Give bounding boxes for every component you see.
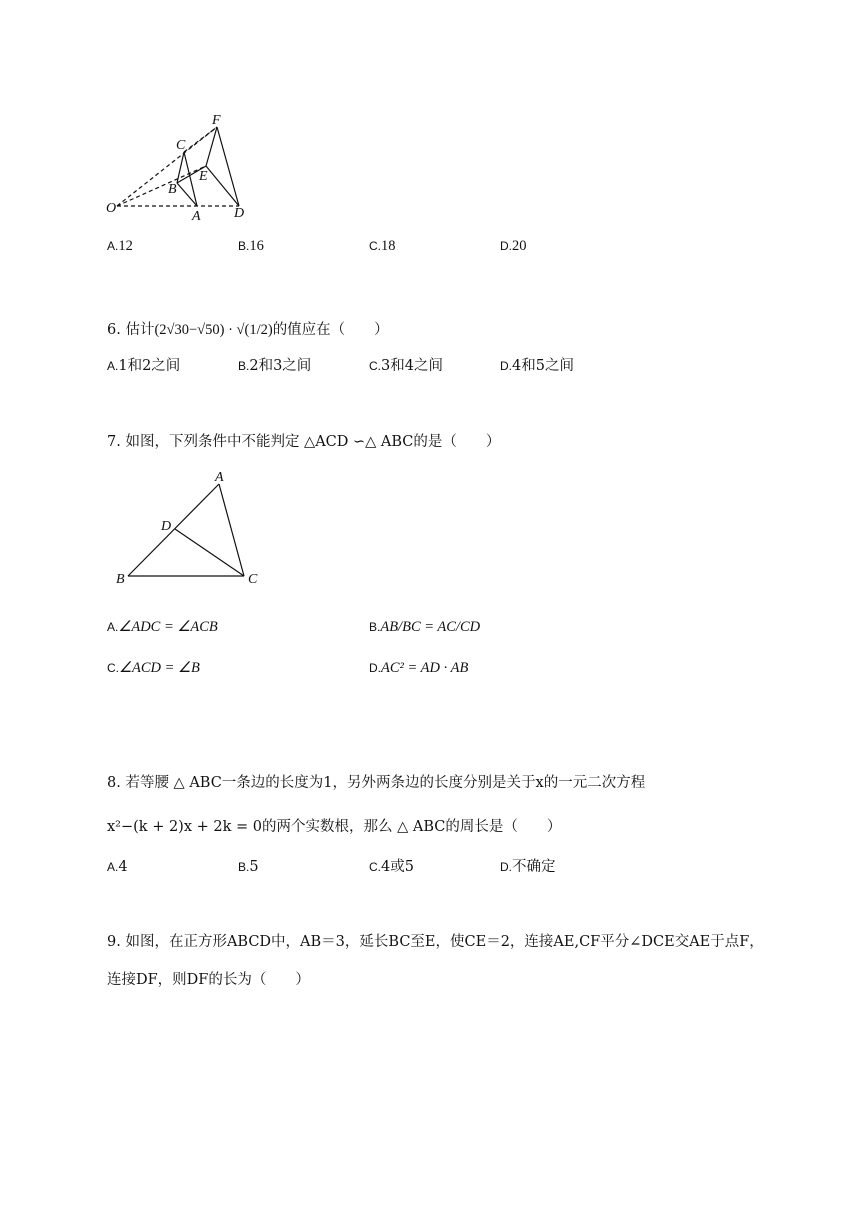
label-D: D	[234, 206, 245, 221]
q7-option-a[interactable]: A.∠ADC = ∠ACB	[107, 619, 218, 635]
label-C: C	[176, 138, 186, 153]
q7-stem: 7. 如图，下列条件中不能判定 △ACD ∽△ ABC的是（ ）	[107, 434, 501, 450]
q8-option-b[interactable]: B.5	[238, 859, 259, 875]
q6-option-d[interactable]: D.4和5之间	[500, 358, 574, 374]
q8-stem-line1: 8. 若等腰 △ ABC一条边的长度为1，另外两条边的长度分别是关于x的一元二次方程	[107, 775, 646, 791]
label-B2: B	[116, 572, 125, 587]
q9-stem-line2: 连接DF，则DF的长为（ ）	[107, 972, 310, 988]
label-F: F	[212, 113, 221, 128]
q5-option-a[interactable]: A.12	[107, 238, 133, 254]
label-A: A	[192, 209, 201, 224]
q8-stem-line2: x²−(k + 2)x + 2k = 0的两个实数根，那么 △ ABC的周长是（ ）	[107, 819, 562, 835]
q5-option-d[interactable]: D.20	[500, 238, 527, 254]
q6-expression: (2√30−√50) · √(1/2)	[154, 322, 273, 338]
q6-option-c[interactable]: C.3和4之间	[369, 358, 443, 374]
label-B: B	[168, 182, 177, 197]
label-A2: A	[215, 470, 224, 485]
q6-stem: 6. 估计(2√30−√50) · √(1/2)的值应在（ ）	[107, 322, 389, 338]
q6-option-b[interactable]: B.2和3之间	[238, 358, 312, 374]
label-C2: C	[248, 572, 258, 587]
q8-option-a[interactable]: A.4	[107, 859, 128, 875]
q8-option-d[interactable]: D.不确定	[500, 859, 556, 875]
label-O: O	[106, 201, 117, 216]
q7-option-c[interactable]: C.∠ACD = ∠B	[107, 660, 200, 676]
label-E: E	[199, 169, 208, 184]
q5-option-b[interactable]: B.16	[238, 238, 264, 254]
q5-option-c[interactable]: C.18	[369, 238, 396, 254]
q7-option-d[interactable]: D.AC² = AD · AB	[369, 660, 469, 676]
q6-option-a[interactable]: A.1和2之间	[107, 358, 181, 374]
label-D2: D	[161, 519, 172, 534]
q8-option-c[interactable]: C.4或5	[369, 859, 414, 875]
q7-option-b[interactable]: B.AB/BC = AC/CD	[369, 619, 481, 635]
q9-stem-line1: 9. 如图，在正方形ABCD中，AB＝3，延长BC至E，使CE＝2，连接AE,CF平分∠DCE交AE于点F，	[107, 934, 764, 950]
